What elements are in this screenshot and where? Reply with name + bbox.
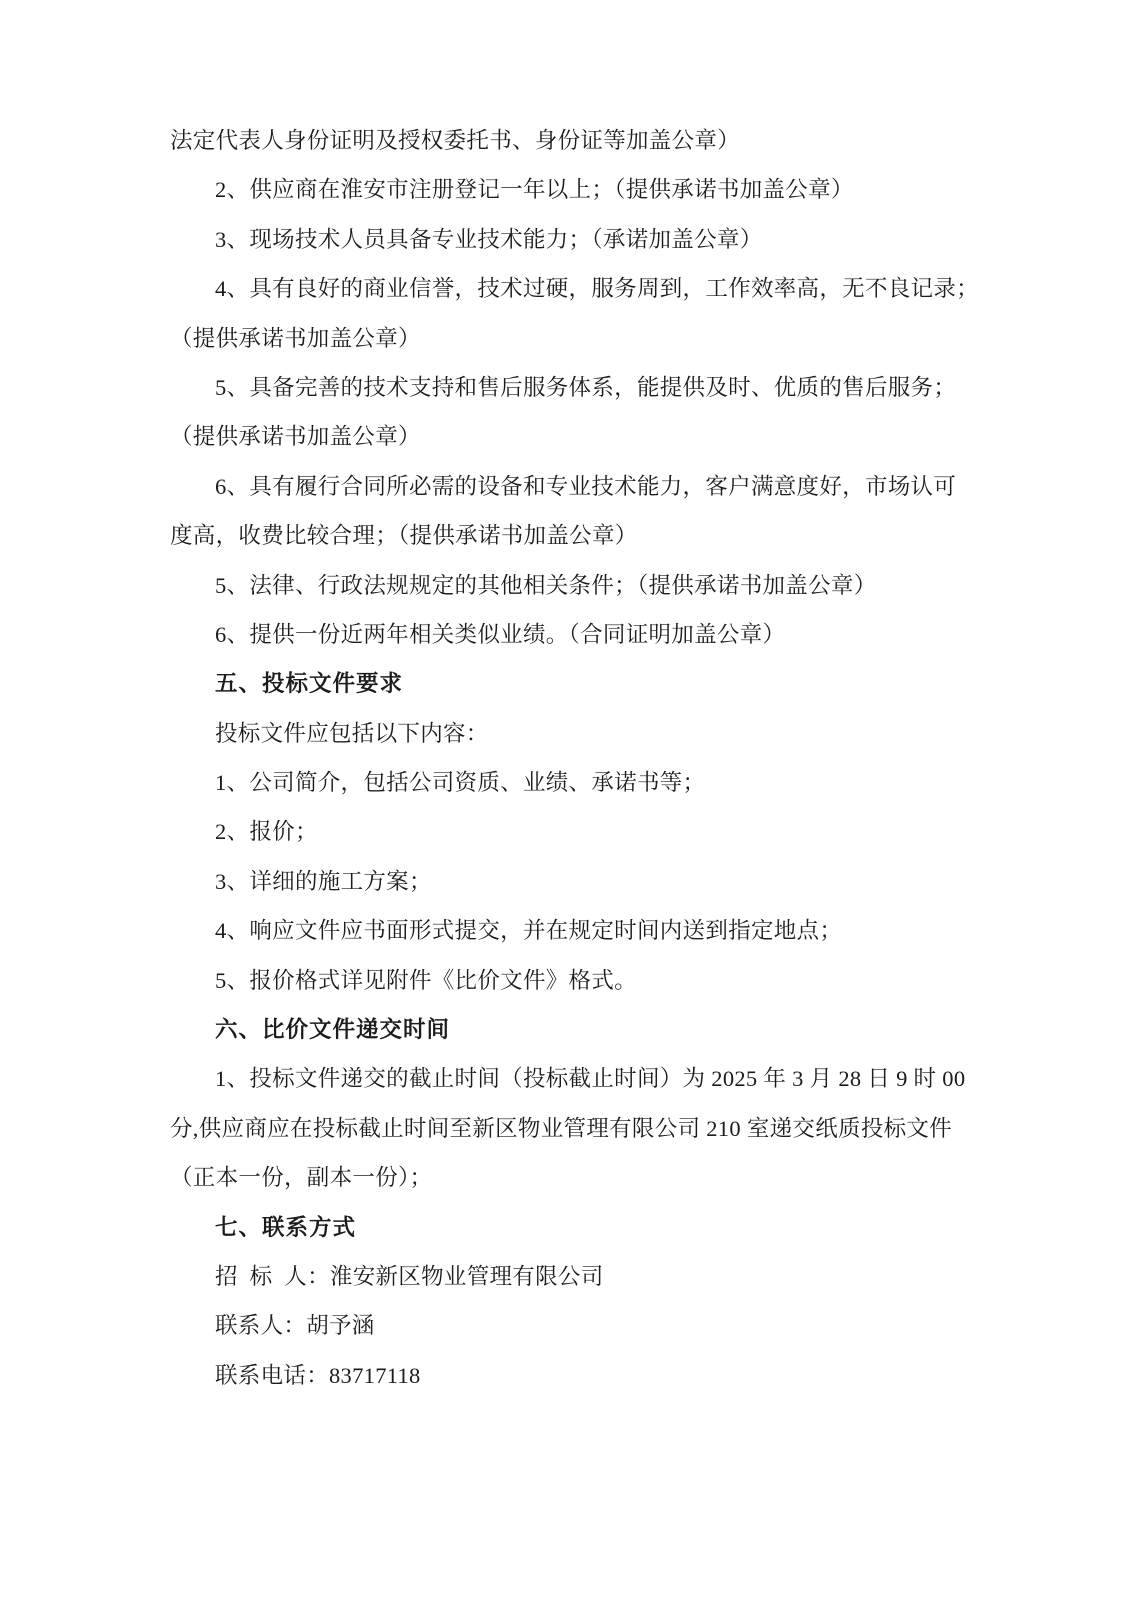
- qualification-item-4: 4、具有良好的商业信誉，技术过硬，服务周到，工作效率高，无不良记录；: [215, 276, 979, 302]
- bid-content-item-1: 1、公司简介，包括公司资质、业绩、承诺书等；: [215, 770, 706, 796]
- qualification-item-5-continuation: （提供承诺书加盖公章）: [170, 424, 421, 450]
- paragraph-continuation-line: 法定代表人身份证明及授权委托书、身份证等加盖公章）: [170, 128, 741, 153]
- bid-content-item-2: 2、报价；: [215, 819, 318, 845]
- bid-document-intro-line: 投标文件应包括以下内容：: [215, 720, 489, 746]
- deadline-item-1-line-2: 分,供应商应在投标截止时间至新区物业管理有限公司 210 室递交纸质投标文件: [170, 1115, 953, 1141]
- deadline-item-1-line-3: （正本一份，副本一份）；: [170, 1165, 433, 1191]
- other-condition-item-6: 6、提供一份近两年相关类似业绩。（合同证明加盖公章）: [215, 621, 786, 647]
- heading-section-five-bid-document-requirements: 五、投标文件要求: [215, 671, 404, 697]
- heading-section-six-submission-deadline: 六、比价文件递交时间: [215, 1017, 451, 1043]
- bid-content-item-3: 3、详细的施工方案；: [215, 868, 432, 894]
- bid-content-item-5: 5、报价格式详见附件《比价文件》格式。: [215, 967, 637, 993]
- contact-person-line: 联系人：胡予涵: [215, 1313, 375, 1339]
- qualification-item-4-continuation: （提供承诺书加盖公章）: [170, 325, 421, 351]
- tenderer-name-line: 招 标 人：淮安新区物业管理有限公司: [215, 1263, 604, 1289]
- bid-content-item-4: 4、响应文件应书面形式提交，并在规定时间内送到指定地点；: [215, 918, 843, 944]
- qualification-item-6-continuation: 度高，收费比较合理；（提供承诺书加盖公章）: [170, 523, 638, 549]
- qualification-item-5: 5、具备完善的技术支持和售后服务体系，能提供及时、优质的售后服务；: [215, 374, 957, 400]
- qualification-item-6: 6、具有履行合同所必需的设备和专业技术能力，客户满意度好，市场认可: [215, 473, 957, 499]
- other-condition-item-5: 5、法律、行政法规规定的其他相关条件；（提供承诺书加盖公章）: [215, 572, 877, 598]
- heading-section-seven-contact-info: 七、联系方式: [215, 1214, 357, 1240]
- qualification-item-3: 3、现场技术人员具备专业技术能力；（承诺加盖公章）: [215, 226, 763, 252]
- qualification-item-2: 2、供应商在淮安市注册登记一年以上；（提供承诺书加盖公章）: [215, 177, 854, 203]
- deadline-item-1-line-1: 1、投标文件递交的截止时间（投标截止时间）为 2025 年 3 月 28 日 9 时 00: [215, 1066, 966, 1092]
- document-body: [170, 116, 979, 1400]
- contact-phone-line: 联系电话：83717118: [215, 1362, 421, 1388]
